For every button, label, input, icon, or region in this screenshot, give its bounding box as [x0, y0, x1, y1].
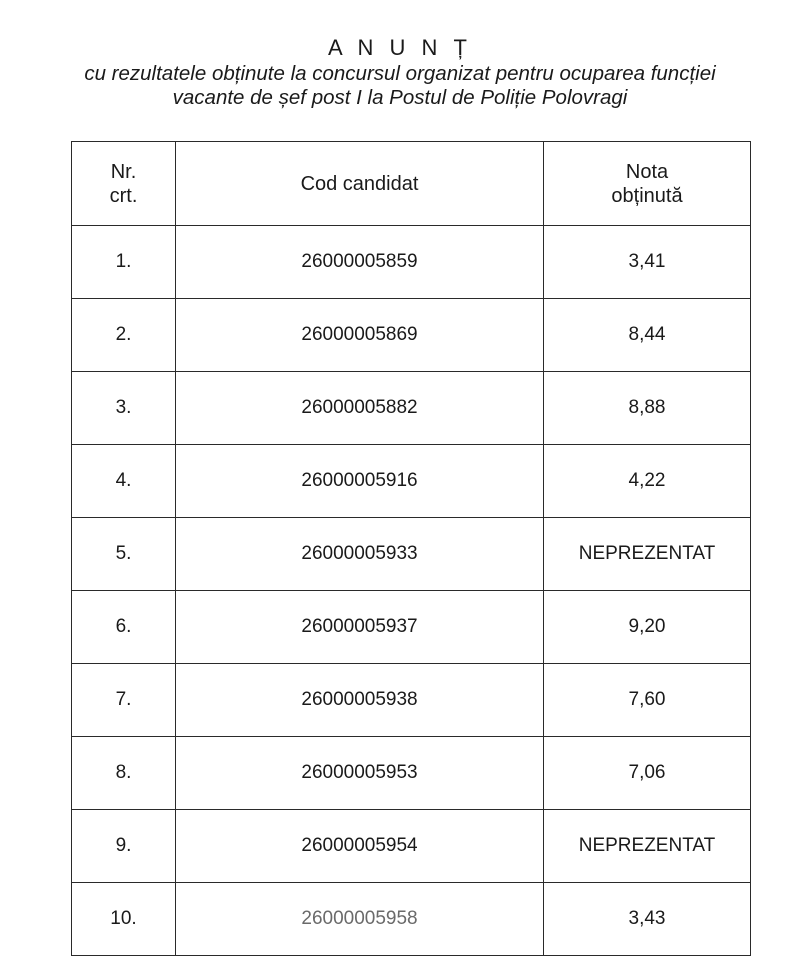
- column-header-grade-line-1: Nota: [625, 160, 669, 183]
- candidate-code: 26000005933: [176, 518, 544, 591]
- document-header: [0, 34, 800, 110]
- column-header-grade-line-2: obținută: [611, 184, 683, 207]
- candidate-code: 26000005953: [176, 737, 544, 810]
- table-row: [72, 883, 751, 956]
- candidate-code: 26000005958: [176, 883, 544, 956]
- candidate-grade: 9,20: [544, 591, 751, 664]
- candidate-grade: NEPREZENTAT: [544, 810, 751, 883]
- table-row: [72, 591, 751, 664]
- candidate-code: 26000005882: [176, 372, 544, 445]
- row-number: 3.: [72, 372, 176, 445]
- row-number: 6.: [72, 591, 176, 664]
- candidate-grade: 7,06: [544, 737, 751, 810]
- document-subtitle-line-1: cu rezultatele obținute la concursul organizat pentru ocuparea funcției: [84, 62, 716, 85]
- table-row: [72, 372, 751, 445]
- row-number: 1.: [72, 226, 176, 299]
- candidate-grade: 7,60: [544, 664, 751, 737]
- candidate-code: 26000005916: [176, 445, 544, 518]
- document-title: A N U N Ț: [327, 35, 472, 60]
- row-number: 2.: [72, 299, 176, 372]
- candidate-grade: 8,44: [544, 299, 751, 372]
- candidate-code: 26000005937: [176, 591, 544, 664]
- candidate-grade: NEPREZENTAT: [544, 518, 751, 591]
- row-number: 8.: [72, 737, 176, 810]
- table-row: [72, 737, 751, 810]
- table-row: [72, 664, 751, 737]
- column-header-nr-line-2: crt.: [109, 184, 138, 207]
- candidate-code: 26000005859: [176, 226, 544, 299]
- column-header-grade: [544, 142, 751, 226]
- table-row: [72, 445, 751, 518]
- candidate-grade: 3,43: [544, 883, 751, 956]
- candidate-grade: 8,88: [544, 372, 751, 445]
- row-number: 5.: [72, 518, 176, 591]
- row-number: 10.: [72, 883, 176, 956]
- candidate-grade: 4,22: [544, 445, 751, 518]
- row-number: 9.: [72, 810, 176, 883]
- column-header-nr-line-1: Nr.: [110, 160, 137, 183]
- table-row: [72, 299, 751, 372]
- table-row: [72, 518, 751, 591]
- candidate-code: 26000005869: [176, 299, 544, 372]
- candidate-code: 26000005954: [176, 810, 544, 883]
- column-header-nr: [72, 142, 176, 226]
- candidate-grade: 3,41: [544, 226, 751, 299]
- results-table: [71, 141, 751, 956]
- document-subtitle-line-2: vacante de șef post I la Postul de Poliție Polovragi: [172, 86, 628, 109]
- column-header-code: Cod candidat: [176, 142, 544, 226]
- table-row: [72, 810, 751, 883]
- row-number: 7.: [72, 664, 176, 737]
- candidate-code: 26000005938: [176, 664, 544, 737]
- table-row: [72, 226, 751, 299]
- table-header-row: [72, 142, 751, 226]
- row-number: 4.: [72, 445, 176, 518]
